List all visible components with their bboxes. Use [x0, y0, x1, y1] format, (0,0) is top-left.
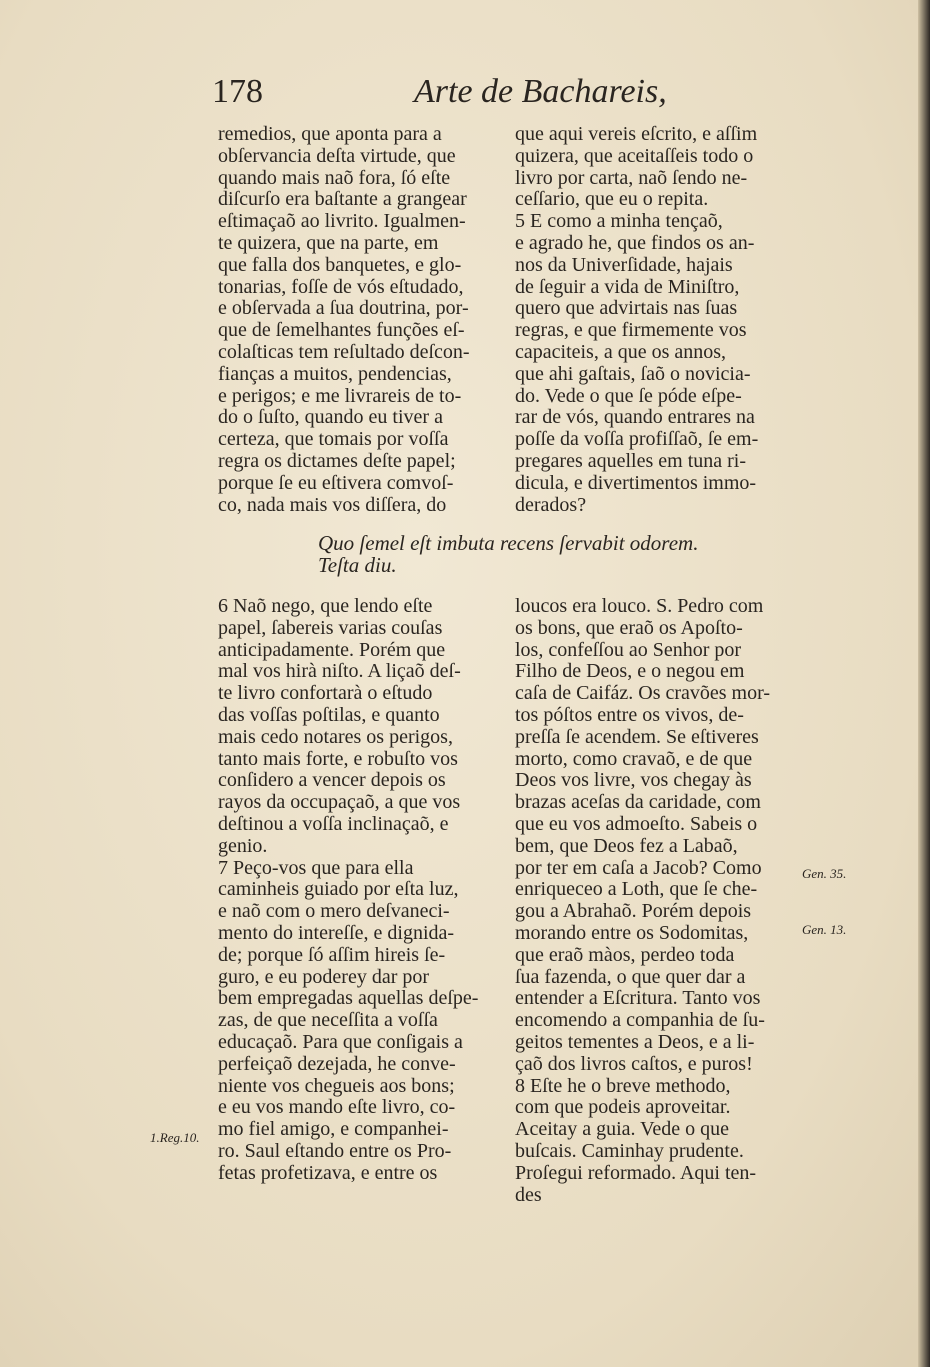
text-line: poſſe da voſſa profiſſaõ, ſe em- — [515, 428, 759, 451]
text-line: des — [515, 1183, 542, 1206]
text-line: co, nada mais vos diſſera, do — [218, 493, 447, 516]
text-line: diſcurſo era baſtante a grangear — [218, 188, 467, 211]
text-line: derados? — [515, 493, 587, 516]
text-line: Teſta diu. — [318, 553, 397, 577]
text-line: bem empregadas aquellas deſpe- — [218, 987, 479, 1010]
text-line: Filho de Deos, e o negou em — [515, 660, 745, 683]
text-line: loucos era louco. S. Pedro com — [515, 595, 764, 617]
text-line: 5 E como a minha tençaõ, — [515, 210, 723, 233]
top-right-column — [515, 124, 800, 516]
text-line: rayos da occupaçaõ, a que vos — [218, 791, 461, 814]
text-line: porque ſe eu eſtivera comvoſ- — [218, 471, 454, 494]
page-spine-shadow — [918, 0, 930, 1367]
text-line: do. Vede o que ſe póde eſpe- — [515, 384, 742, 407]
text-line: zas, de que neceſſita a voſſa — [218, 1009, 438, 1032]
text-line: preſſa ſe acendem. Se eſtiveres — [515, 725, 759, 748]
text-line: entender a Eſcritura. Tanto vos — [515, 987, 761, 1010]
text-line: geitos tementes a Deos, e a li- — [515, 1030, 755, 1053]
text-line: 8 Eſte he o breve methodo, — [515, 1074, 731, 1097]
text-line: das voſſas poſtilas, e quanto — [218, 703, 440, 726]
text-line: dicula, e divertimentos immo- — [515, 471, 757, 494]
text-line: fetas profetizava, e entre os — [218, 1161, 438, 1184]
text-line: que falla dos banquetes, e glo- — [218, 253, 462, 276]
text-line: remedios, que aponta para a — [218, 123, 442, 145]
text-line: mo fiel amigo, e companhei- — [218, 1118, 449, 1141]
text-line: tos póſtos entre os vivos, de- — [515, 703, 744, 726]
text-line: 7 Peço-vos que para ella — [218, 856, 414, 879]
text-line: te quizera, que na parte, em — [218, 231, 439, 254]
text-line: e naõ com o mero deſvaneci- — [218, 900, 450, 923]
running-title: Arte de Bachareis, — [414, 73, 667, 110]
text-line: que eu vos admoeſto. Sabeis o — [515, 812, 758, 835]
text-line: anticipadamente. Porém que — [218, 638, 446, 661]
text-line: que aqui vereis eſcrito, e aſſim — [515, 123, 758, 145]
text-line: 6 Naõ nego, que lendo eſte — [218, 595, 433, 617]
page-header — [0, 72, 930, 112]
text-line: colaſticas tem reſultado deſcon- — [218, 340, 470, 363]
text-line: que de ſemelhantes funções eſ- — [218, 319, 465, 342]
text-line: Deos vos livre, vos chegay às — [515, 769, 752, 792]
text-line: çaõ dos livros caſtos, e puros! — [515, 1052, 753, 1075]
text-line: regras, e que firmemente vos — [515, 319, 747, 342]
text-line: e perigos; e me livrareis de to- — [218, 384, 462, 407]
text-line: obſervancia deſta virtude, que — [218, 144, 456, 167]
text-line: e agrado he, que findos os an- — [515, 231, 755, 254]
margin-note-gen-35: Gen. 35. — [802, 866, 847, 881]
text-line: por ter em caſa a Jacob? Como — [515, 856, 762, 879]
margin-note-gen-13: Gen. 13. — [802, 922, 847, 937]
text-line: capaciteis, a que os annos, — [515, 340, 727, 363]
text-line: brazas aceſas da caridade, com — [515, 791, 761, 814]
text-line: de ſeguir a vida de Miniſtro, — [515, 275, 740, 298]
text-line: te livro confortarà o eſtudo — [218, 682, 433, 705]
text-line: Aceitay a guia. Vede o que — [515, 1118, 729, 1141]
text-line: eſtimaçaõ ao livrito. Igualmen- — [218, 210, 466, 233]
text-line: do o ſuſto, quando eu tiver a — [218, 406, 443, 429]
text-line: ſua fazenda, o que quer dar a — [515, 965, 746, 988]
text-line: os bons, que eraõ os Apoſto- — [515, 616, 743, 639]
text-line: nos da Univerſidade, hajais — [515, 253, 733, 276]
text-line: Proſegui reformado. Aqui ten- — [515, 1161, 757, 1184]
text-line: tanto mais forte, e robuſto vos — [218, 747, 458, 770]
text-line: livro por carta, naõ ſendo ne- — [515, 166, 748, 189]
text-line: quando mais naõ fora, ſó eſte — [218, 166, 451, 189]
margin-note-reg: 1.Reg.10. — [150, 1130, 200, 1145]
text-line: perfeiçaõ dezejada, he conve- — [218, 1052, 456, 1075]
text-line: mal vos hirà niſto. A liçaõ deſ- — [218, 660, 461, 683]
text-line: deſtinou a voſſa inclinaçaõ, e — [218, 812, 449, 835]
text-line: bem, que Deos fez a Labaõ, — [515, 834, 738, 857]
page-number: 178 — [212, 73, 263, 110]
text-line: gou a Abrahaõ. Porém depois — [515, 900, 752, 923]
text-line: conſidero a vencer depois os — [218, 769, 446, 792]
text-line: papel, ſabereis varias couſas — [218, 616, 443, 639]
text-line: caſa de Caifáz. Os cravões mor- — [515, 682, 771, 705]
text-line: ceſſario, que eu o repita. — [515, 188, 709, 211]
text-line: certeza, que tomais por voſſa — [218, 428, 449, 451]
text-line: e obſervada a ſua doutrina, por- — [218, 297, 469, 320]
text-line: morando entre os Sodomitas, — [515, 921, 749, 944]
text-line: guro, e eu poderey dar por — [218, 965, 430, 988]
text-line: quizera, que aceitaſſeis todo o — [515, 144, 754, 167]
text-line: educaçaõ. Para que conſigais a — [218, 1030, 463, 1053]
text-line: quero que advirtais nas ſuas — [515, 297, 738, 320]
text-line: morto, como cravaõ, e de que — [515, 747, 753, 770]
text-line: caminheis guiado por eſta luz, — [218, 878, 459, 901]
bottom-right-column — [515, 596, 800, 1206]
text-line: que eraõ màos, perdeo toda — [515, 943, 735, 966]
text-line: mais cedo notares os perigos, — [218, 725, 453, 748]
text-line: com que podeis aproveitar. — [515, 1096, 731, 1119]
text-line: e eu vos mando eſte livro, co- — [218, 1096, 456, 1119]
text-line: tonarias, foſſe de vós eſtudado, — [218, 275, 464, 298]
text-line: mento do intereſſe, e dignida- — [218, 921, 455, 944]
text-line: fianças a muitos, pendencias, — [218, 362, 452, 385]
text-line: enriqueceo a Loth, que ſe che- — [515, 878, 758, 901]
text-line: genio. — [218, 834, 268, 857]
text-line: que ahi gaſtais, ſaõ o novicia- — [515, 362, 751, 385]
text-line: regra os dictames deſte papel; — [218, 449, 456, 472]
text-line: los, confeſſou ao Senhor por — [515, 638, 742, 661]
top-left-column — [218, 124, 500, 516]
latin-quote — [318, 532, 778, 576]
text-line: de; porque ſó aſſim hireis ſe- — [218, 943, 446, 966]
text-line: buſcais. Caminhay prudente. — [515, 1139, 744, 1162]
text-line: rar de vós, quando entrares na — [515, 406, 755, 429]
text-line: encomendo a companhia de ſu- — [515, 1009, 765, 1032]
text-line: pregares aquelles em tuna ri- — [515, 449, 747, 472]
text-line: Quo ſemel eſt imbuta recens ſervabit odorem. — [318, 531, 699, 555]
text-line: ro. Saul eſtando entre os Pro- — [218, 1139, 452, 1162]
text-line: niente vos chegueis aos bons; — [218, 1074, 455, 1097]
bottom-left-column — [218, 596, 500, 1185]
